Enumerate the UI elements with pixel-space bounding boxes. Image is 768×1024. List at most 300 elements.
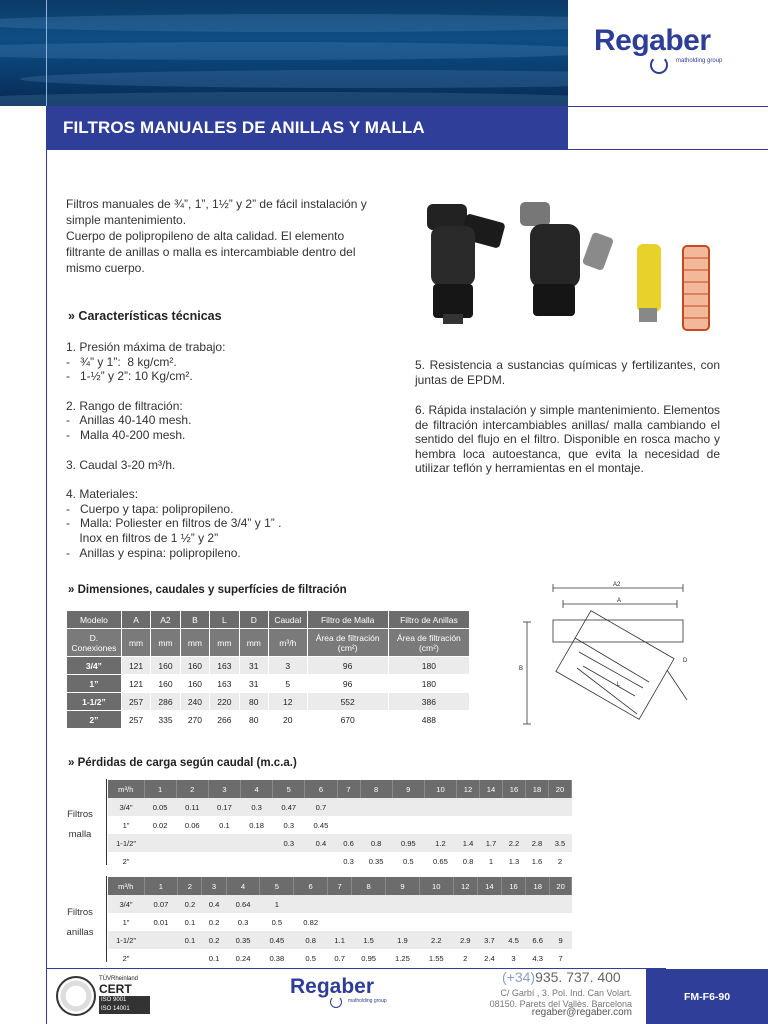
dim-cell: 96 <box>307 657 388 675</box>
loss-header-cell: m³/h <box>108 877 144 895</box>
logo-subtitle: matholding group <box>676 58 723 64</box>
dim-cell: 96 <box>307 675 388 693</box>
loss-header-cell: 10 <box>419 877 453 895</box>
loss-cell: 0.1 <box>178 931 202 949</box>
phone-digits: 935. 737. 400 <box>535 969 621 985</box>
malla-label-b: malla <box>68 829 92 840</box>
loss-header-cell: 3 <box>202 877 226 895</box>
loss-model-cell: 1” <box>108 913 144 931</box>
loss-cell: 1.5 <box>352 931 386 949</box>
dim-subheader-cell: mm <box>239 629 268 657</box>
loss-cell <box>526 895 550 913</box>
losses-header-row <box>108 780 572 798</box>
loss-cell <box>208 834 240 852</box>
loss-cell: 0.3 <box>273 834 305 852</box>
table-row <box>67 711 470 729</box>
loss-cell: 1.7 <box>480 834 503 852</box>
anillas-label-a: Filtros <box>67 907 93 918</box>
tuv-certificate <box>56 976 150 1018</box>
loss-cell: 1.1 <box>328 931 352 949</box>
dim-cell: 80 <box>239 693 268 711</box>
dim-subheader-cell: mm <box>180 629 209 657</box>
loss-cell: 0.3 <box>226 913 260 931</box>
loss-header-cell: 14 <box>480 780 503 798</box>
loss-cell: 1 <box>480 852 503 870</box>
loss-header-cell: 12 <box>457 780 480 798</box>
loss-cell: 0.8 <box>457 852 480 870</box>
loss-cell: 0.3 <box>241 798 273 816</box>
cert-text <box>99 976 150 1014</box>
tech-item: - Cuerpo y tapa: polipropileno. <box>66 501 234 516</box>
dim-header-cell: D <box>239 611 268 629</box>
footer-logo-word-a: Rega <box>290 975 342 998</box>
loss-cell: 0.2 <box>202 913 226 931</box>
table-row <box>67 675 470 693</box>
dim-header-cell: L <box>210 611 239 629</box>
losses-anillas-table <box>108 877 572 967</box>
dim-header-cell: B <box>180 611 209 629</box>
loss-cell: 0.65 <box>424 852 456 870</box>
losses-header-row <box>108 877 572 895</box>
loss-cell <box>386 895 420 913</box>
loss-cell <box>457 798 480 816</box>
dim-cell: 5 <box>269 675 308 693</box>
footer-logo-word-b: ber <box>341 975 375 998</box>
loss-cell <box>178 949 202 967</box>
dim-cell: 163 <box>210 657 239 675</box>
loss-cell <box>392 816 424 834</box>
tech-list <box>66 340 281 560</box>
loss-header-cell: 4 <box>241 780 273 798</box>
loss-cell <box>453 895 477 913</box>
loss-cell: 0.3 <box>273 816 305 834</box>
intro-paragraph-1: Filtros manuales de ¾”, 1”, 1½” y 2” de fácil instalación y simple mantenimiento. <box>66 197 367 227</box>
loss-cell <box>386 913 420 931</box>
dim-cell: 240 <box>180 693 209 711</box>
loss-cell <box>144 834 176 852</box>
tech-item-5: 5. Resistencia a sustancias químicas y fertilizantes, con juntas de EPDM. <box>415 358 720 387</box>
loss-cell: 0.05 <box>144 798 176 816</box>
table-row <box>108 834 572 852</box>
loss-cell <box>328 895 352 913</box>
loss-cell: 0.4 <box>305 834 337 852</box>
tech-item: - ¾” y 1”: 8 kg/cm². <box>66 354 177 369</box>
loss-cell <box>503 816 526 834</box>
loss-cell <box>208 852 240 870</box>
loss-cell <box>144 852 176 870</box>
loss-cell <box>360 798 392 816</box>
left-margin-rule-top <box>46 0 47 106</box>
cert-brand: TÜVRheinland <box>99 976 139 982</box>
loss-cell: 2 <box>548 852 571 870</box>
dim-header-cell: A <box>121 611 150 629</box>
loss-cell <box>548 798 571 816</box>
table-row <box>108 913 572 931</box>
loss-cell: 0.95 <box>392 834 424 852</box>
logo-word-a: Rega <box>594 24 666 57</box>
loss-cell: 1.55 <box>419 949 453 967</box>
loss-cell <box>294 895 328 913</box>
dim-subheader-cell: Área de filtración (cm²) <box>307 629 388 657</box>
malla-group-label <box>56 805 104 845</box>
dim-cell: 286 <box>151 693 180 711</box>
loss-cell <box>176 852 208 870</box>
loss-cell: 4.3 <box>526 949 550 967</box>
loss-header-cell: 8 <box>360 780 392 798</box>
loss-cell: 0.7 <box>328 949 352 967</box>
dim-cell: 670 <box>307 711 388 729</box>
logo-swirl-icon <box>650 56 668 74</box>
loss-cell: 3.5 <box>548 834 571 852</box>
loss-cell <box>477 913 501 931</box>
dim-cell: 160 <box>180 675 209 693</box>
dim-subheader-cell: D. Conexiones <box>67 629 122 657</box>
dim-cell: 180 <box>388 657 469 675</box>
loss-model-cell: 1-1/2” <box>108 931 144 949</box>
loss-cell <box>503 798 526 816</box>
loss-cell <box>550 913 572 931</box>
loss-model-cell: 2” <box>108 949 144 967</box>
loss-cell: 1.6 <box>525 852 548 870</box>
tech-heading: » Características técnicas <box>68 309 222 323</box>
table-row <box>108 852 572 870</box>
loss-cell <box>501 913 525 931</box>
loss-cell <box>419 895 453 913</box>
loss-cell <box>328 913 352 931</box>
loss-cell: 1.25 <box>386 949 420 967</box>
loss-cell <box>424 798 456 816</box>
dim-cell: 386 <box>388 693 469 711</box>
loss-cell <box>477 895 501 913</box>
loss-cell: 0.06 <box>176 816 208 834</box>
loss-cell <box>457 816 480 834</box>
loss-cell: 0.45 <box>260 931 294 949</box>
iso-14001: ISO 14001 <box>99 1005 150 1014</box>
loss-header-cell: 16 <box>503 780 526 798</box>
table-row <box>108 949 572 967</box>
dim-cell: 257 <box>121 693 150 711</box>
loss-header-cell: 6 <box>294 877 328 895</box>
loss-cell <box>241 834 273 852</box>
loss-cell <box>176 834 208 852</box>
diagram-label: B <box>519 666 524 672</box>
dimensions-table <box>66 610 470 729</box>
anillas-bracket <box>106 876 107 962</box>
loss-cell: 0.35 <box>360 852 392 870</box>
loss-cell: 0.11 <box>176 798 208 816</box>
loss-cell <box>360 816 392 834</box>
loss-header-cell: 8 <box>352 877 386 895</box>
diagram-label: D <box>683 658 688 664</box>
table-row <box>67 693 470 711</box>
dimensions-subheader-row <box>67 629 470 657</box>
loss-header-cell: 2 <box>178 877 202 895</box>
footer-logo-subtitle: matholding group <box>348 998 387 1004</box>
loss-cell <box>392 798 424 816</box>
losses-malla-table <box>108 780 572 870</box>
loss-cell: 2.4 <box>477 949 501 967</box>
loss-cell: 1.9 <box>386 931 420 949</box>
loss-cell: 2.8 <box>525 834 548 852</box>
loss-cell <box>305 852 337 870</box>
loss-cell: 0.82 <box>294 913 328 931</box>
loss-cell <box>525 816 548 834</box>
dim-cell: 163 <box>210 675 239 693</box>
loss-header-cell: 20 <box>550 877 572 895</box>
tuv-seal-icon <box>56 976 96 1016</box>
tech-item: Inox en filtros de 1 ½” y 2” <box>66 530 219 545</box>
loss-cell: 3.7 <box>477 931 501 949</box>
dim-cell: 552 <box>307 693 388 711</box>
product-photos <box>405 196 725 336</box>
dim-cell: 335 <box>151 711 180 729</box>
address <box>470 988 632 1009</box>
dim-subheader-cell: m³/h <box>269 629 308 657</box>
dim-cell: 121 <box>121 675 150 693</box>
loss-header-cell: 4 <box>226 877 260 895</box>
loss-cell: 0.2 <box>202 931 226 949</box>
dim-model-cell: 1-1/2” <box>67 693 122 711</box>
table-row <box>108 816 572 834</box>
loss-cell: 0.01 <box>144 913 178 931</box>
loss-header-cell: 16 <box>501 877 525 895</box>
tech-item: - 1-½” y 2”: 10 Kg/cm². <box>66 369 193 384</box>
loss-cell: 0.5 <box>260 913 294 931</box>
loss-cell: 0.6 <box>337 834 360 852</box>
loss-cell <box>480 798 503 816</box>
loss-cell <box>352 895 386 913</box>
loss-header-cell: 18 <box>526 877 550 895</box>
dim-model-cell: 3/4” <box>67 657 122 675</box>
dim-cell: 160 <box>180 657 209 675</box>
loss-cell: 0.18 <box>241 816 273 834</box>
anillas-label-b: anillas <box>66 927 94 938</box>
loss-header-cell: 1 <box>144 877 178 895</box>
dim-cell: 80 <box>239 711 268 729</box>
loss-cell: 0.8 <box>360 834 392 852</box>
loss-header-cell: m³/h <box>108 780 144 798</box>
loss-cell <box>337 816 360 834</box>
loss-cell <box>144 949 178 967</box>
address-line-2: 08150. Parets del Vallès. Barcelona <box>489 998 632 1009</box>
dim-subheader-cell: mm <box>210 629 239 657</box>
loss-cell: 0.64 <box>226 895 260 913</box>
loss-header-cell: 2 <box>176 780 208 798</box>
loss-cell: 0.1 <box>208 816 240 834</box>
tech-item: 2. Rango de filtración: <box>66 398 183 413</box>
loss-cell: 0.4 <box>202 895 226 913</box>
dim-header-cell: Filtro de Anillas <box>388 611 469 629</box>
loss-cell: 0.45 <box>305 816 337 834</box>
loss-header-cell: 7 <box>337 780 360 798</box>
loss-header-cell: 5 <box>273 780 305 798</box>
intro-text <box>66 196 378 276</box>
dimension-diagram <box>517 578 697 726</box>
loss-cell: 0.5 <box>392 852 424 870</box>
table-row <box>108 895 572 913</box>
title-right-band <box>568 106 768 150</box>
dim-cell: 3 <box>269 657 308 675</box>
loss-header-cell: 9 <box>386 877 420 895</box>
dim-header-cell: Caudal <box>269 611 308 629</box>
loss-cell <box>273 852 305 870</box>
loss-header-cell: 1 <box>144 780 176 798</box>
loss-cell: 1.3 <box>503 852 526 870</box>
tech-item-6: 6. Rápida instalación y simple mantenimiento. Elementos de filtración intercambiables anillas/ malla cambiando el sentido del flujo en el filtro. Disponible en rosca macho y hembra loca autoestanca, que evita la necesidad de utilizar teflón y herramientas en el montaje. <box>415 403 720 476</box>
loss-cell: 0.17 <box>208 798 240 816</box>
loss-header-cell: 12 <box>453 877 477 895</box>
loss-model-cell: 1” <box>108 816 144 834</box>
loss-cell: 0.35 <box>226 931 260 949</box>
dim-header-cell: A2 <box>151 611 180 629</box>
tech-item: - Malla: Poliester en filtros de 3/4” y 1” . <box>66 516 282 531</box>
document-code-box <box>646 969 768 1024</box>
document-code: FM-F6-90 <box>684 991 731 1003</box>
tech-item: - Anillas y espina: polipropileno. <box>66 545 241 560</box>
phone-prefix: (+34) <box>502 969 536 985</box>
dimensions-header-row <box>67 611 470 629</box>
tech-item: 3. Caudal 3-20 m³/h. <box>66 457 176 472</box>
diagram-label: A2 <box>613 582 621 588</box>
loss-model-cell: 1-1/2” <box>108 834 144 852</box>
losses-heading: » Pérdidas de carga según caudal (m.c.a.) <box>68 757 297 769</box>
loss-cell: 0.47 <box>273 798 305 816</box>
loss-cell: 0.2 <box>178 895 202 913</box>
dimensions-heading: » Dimensiones, caudales y superfícies de filtración <box>68 584 347 596</box>
dim-cell: 20 <box>269 711 308 729</box>
loss-cell: 2 <box>453 949 477 967</box>
dim-model-cell: 1” <box>67 675 122 693</box>
loss-cell <box>480 816 503 834</box>
iso-9001: ISO 9001 <box>99 996 150 1005</box>
loss-cell: 2.9 <box>453 931 477 949</box>
loss-cell: 2.2 <box>503 834 526 852</box>
dim-subheader-cell: mm <box>151 629 180 657</box>
dim-subheader-cell: Área de filtración (cm²) <box>388 629 469 657</box>
loss-header-cell: 7 <box>328 877 352 895</box>
loss-cell: 1 <box>260 895 294 913</box>
loss-cell: 1.2 <box>424 834 456 852</box>
tech-item: - Malla 40-200 mesh. <box>66 427 186 442</box>
dim-cell: 266 <box>210 711 239 729</box>
dim-header-cell: Filtro de Malla <box>307 611 388 629</box>
loss-cell: 3 <box>501 949 525 967</box>
loss-cell <box>337 798 360 816</box>
header-water-photo <box>0 0 568 106</box>
loss-header-cell: 9 <box>392 780 424 798</box>
loss-cell: 4.5 <box>501 931 525 949</box>
loss-cell: 0.95 <box>352 949 386 967</box>
loss-cell <box>548 816 571 834</box>
loss-cell: 0.24 <box>226 949 260 967</box>
table-row <box>108 931 572 949</box>
dim-cell: 220 <box>210 693 239 711</box>
loss-cell: 1.4 <box>457 834 480 852</box>
loss-cell <box>525 798 548 816</box>
left-margin-rule <box>46 0 47 1024</box>
loss-header-cell: 14 <box>477 877 501 895</box>
title-band <box>46 106 568 150</box>
loss-cell: 0.38 <box>260 949 294 967</box>
anillas-group-label <box>56 903 104 943</box>
loss-header-cell: 5 <box>260 877 294 895</box>
loss-header-cell: 20 <box>548 780 571 798</box>
dim-cell: 31 <box>239 675 268 693</box>
table-row <box>108 798 572 816</box>
loss-cell: 0.1 <box>178 913 202 931</box>
dim-model-cell: 2” <box>67 711 122 729</box>
diagram-label: L <box>617 682 621 688</box>
footer-logo-swirl-icon <box>330 996 342 1008</box>
loss-cell <box>241 852 273 870</box>
loss-cell: 0.7 <box>305 798 337 816</box>
malla-label-a: Filtros <box>67 809 93 820</box>
tech-item: 1. Presión máxima de trabajo: <box>66 340 226 354</box>
logo-word-b: ber <box>665 24 711 57</box>
tech-item: - Anillas 40-140 mesh. <box>66 413 192 428</box>
dim-cell: 488 <box>388 711 469 729</box>
loss-cell: 0.02 <box>144 816 176 834</box>
dim-cell: 180 <box>388 675 469 693</box>
loss-cell: 0.3 <box>337 852 360 870</box>
loss-cell <box>550 895 572 913</box>
loss-cell: 2.2 <box>419 931 453 949</box>
footer-regaber-logo <box>290 975 387 1004</box>
loss-cell <box>419 913 453 931</box>
loss-cell: 0.1 <box>202 949 226 967</box>
loss-cell <box>352 913 386 931</box>
dim-subheader-cell: mm <box>121 629 150 657</box>
dim-cell: 31 <box>239 657 268 675</box>
loss-cell: 0.07 <box>144 895 178 913</box>
loss-cell: 0.8 <box>294 931 328 949</box>
loss-header-cell: 10 <box>424 780 456 798</box>
table-row <box>67 657 470 675</box>
regaber-logo <box>594 24 734 80</box>
intro-paragraph-2: Cuerpo de polipropileno de alta calidad. El elemento filtrante de anillas o malla es intercambiable dentro del mismo cuerpo. <box>66 229 356 275</box>
loss-cell: 0.5 <box>294 949 328 967</box>
dim-header-cell: Modelo <box>67 611 122 629</box>
loss-model-cell: 2” <box>108 852 144 870</box>
dim-cell: 257 <box>121 711 150 729</box>
dim-cell: 12 <box>269 693 308 711</box>
email-link[interactable]: regaber@regaber.com <box>531 1007 632 1018</box>
loss-header-cell: 3 <box>208 780 240 798</box>
loss-model-cell: 3/4” <box>108 798 144 816</box>
malla-bracket <box>106 779 107 865</box>
diagram-label: A <box>617 598 622 604</box>
dim-cell: 270 <box>180 711 209 729</box>
page-title: FILTROS MANUALES DE ANILLAS Y MALLA <box>63 118 425 137</box>
loss-cell <box>424 816 456 834</box>
loss-header-cell: 6 <box>305 780 337 798</box>
phone-number <box>502 969 621 985</box>
loss-cell <box>144 931 178 949</box>
address-line-1: C/ Garbí , 3. Pol. Ind. Can Volart. <box>500 988 632 998</box>
loss-cell: 9 <box>550 931 572 949</box>
loss-cell: 6.6 <box>526 931 550 949</box>
loss-cell <box>526 913 550 931</box>
loss-model-cell: 3/4” <box>108 895 144 913</box>
dim-cell: 160 <box>151 675 180 693</box>
cert-word: CERT <box>99 982 132 996</box>
loss-header-cell: 18 <box>525 780 548 798</box>
dim-cell: 121 <box>121 657 150 675</box>
loss-cell <box>453 913 477 931</box>
loss-cell <box>501 895 525 913</box>
loss-cell: 7 <box>550 949 572 967</box>
dim-cell: 160 <box>151 657 180 675</box>
